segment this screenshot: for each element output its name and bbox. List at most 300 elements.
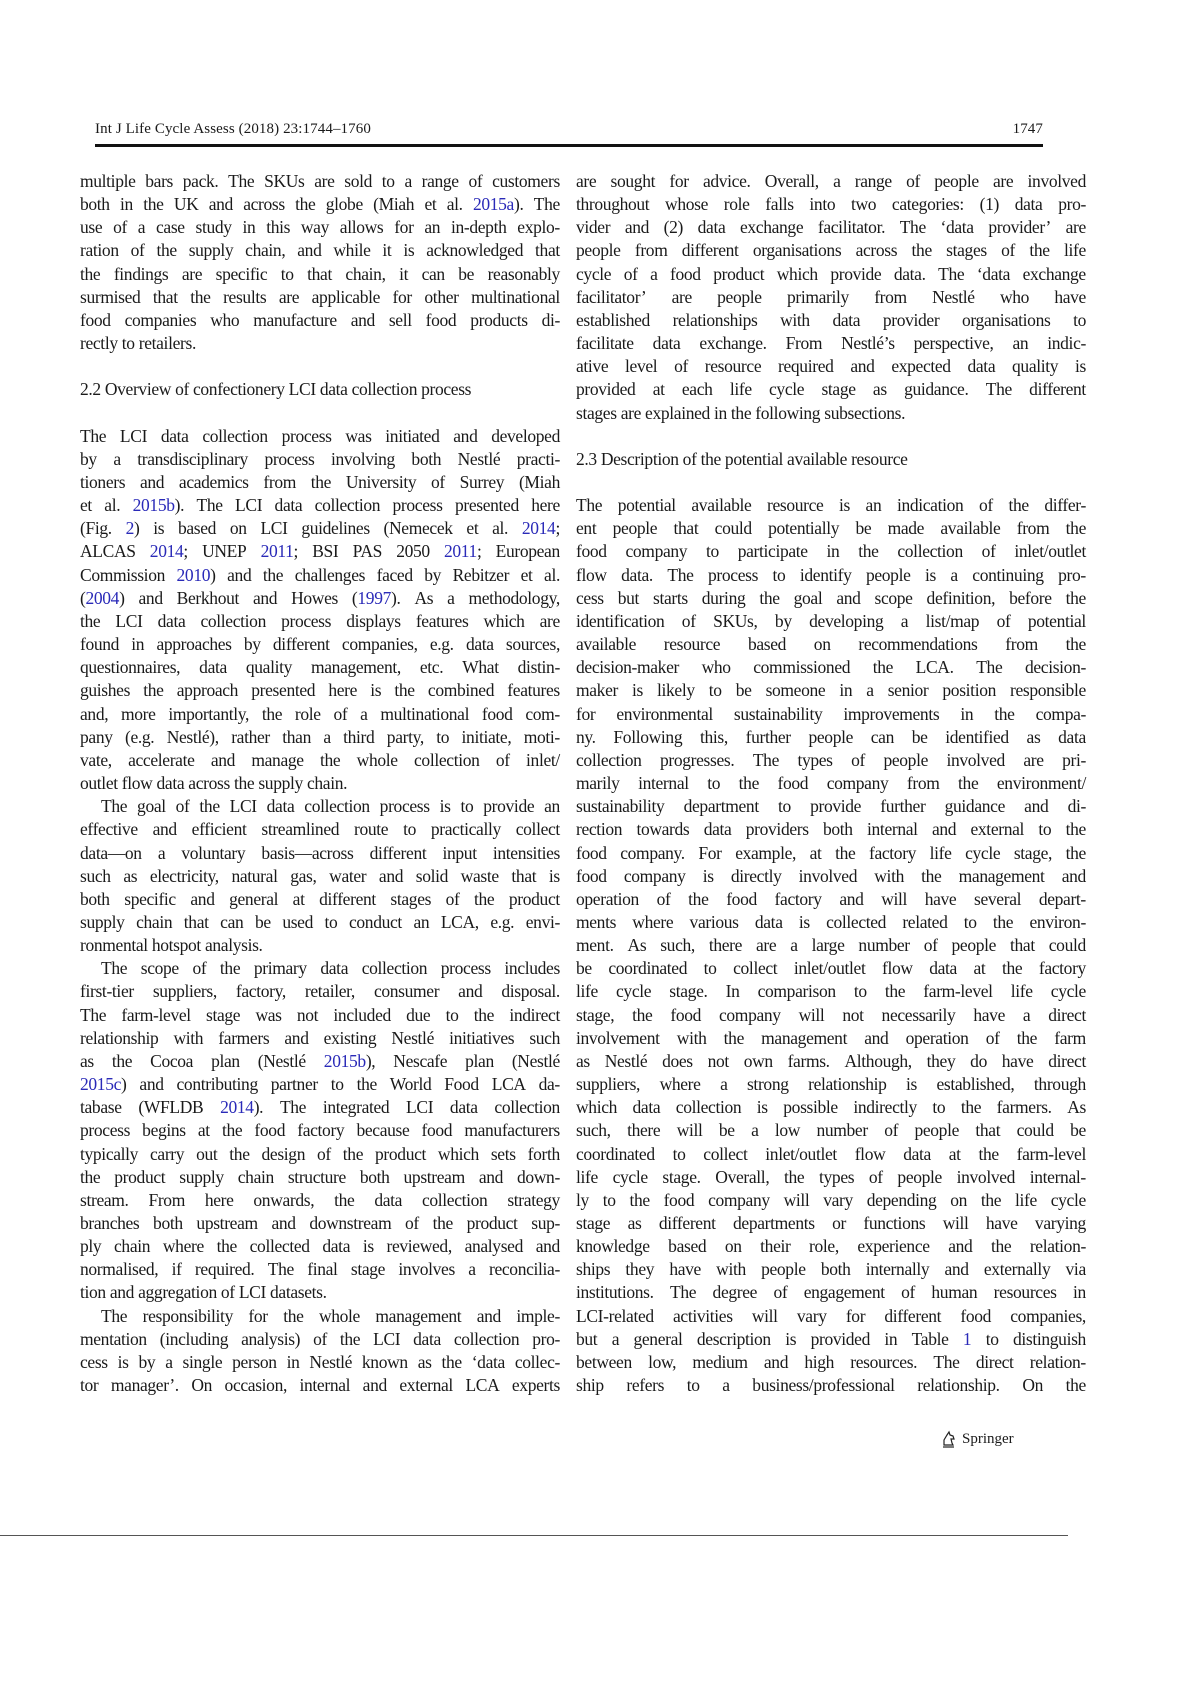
citation-link[interactable]: 2 bbox=[125, 518, 134, 539]
word bbox=[924, 934, 938, 957]
word-text: is bbox=[153, 518, 165, 539]
word-text: two bbox=[850, 194, 877, 215]
word bbox=[715, 517, 752, 540]
word bbox=[544, 564, 560, 587]
word-text: distinguish bbox=[1012, 1328, 1086, 1349]
word-text: relation- bbox=[1029, 1351, 1086, 1372]
word-text: internal- bbox=[1029, 1166, 1086, 1187]
word bbox=[220, 1096, 263, 1119]
word-text: different bbox=[1029, 379, 1086, 400]
word-text: into bbox=[809, 194, 836, 215]
word bbox=[809, 193, 835, 216]
word bbox=[244, 633, 261, 656]
citation-link[interactable]: 2011 bbox=[260, 541, 294, 562]
word bbox=[301, 216, 329, 239]
word-text: multinational bbox=[380, 703, 470, 724]
word bbox=[297, 1004, 318, 1027]
word bbox=[324, 1050, 376, 1073]
word-text: upstream bbox=[196, 1213, 258, 1233]
word bbox=[970, 1050, 987, 1073]
word bbox=[477, 1305, 501, 1328]
word-text: The bbox=[101, 958, 128, 979]
word bbox=[657, 888, 671, 911]
word bbox=[576, 957, 592, 980]
word bbox=[950, 564, 957, 587]
word-text: the bbox=[1065, 634, 1086, 655]
word bbox=[492, 170, 560, 193]
word bbox=[320, 957, 348, 980]
word bbox=[80, 216, 102, 239]
citation-link[interactable]: 2014 bbox=[521, 518, 556, 539]
word bbox=[312, 540, 338, 563]
word bbox=[900, 216, 926, 239]
citation-link[interactable]: 2010 bbox=[176, 564, 211, 585]
word-text: mentation bbox=[80, 1328, 147, 1349]
text-line bbox=[576, 865, 1086, 888]
word bbox=[446, 888, 460, 911]
text-line bbox=[80, 934, 560, 957]
citation-link[interactable]: 2004 bbox=[85, 587, 120, 608]
word-text: The bbox=[196, 495, 223, 516]
word-text: the bbox=[1029, 240, 1050, 261]
word bbox=[101, 957, 127, 980]
word bbox=[724, 193, 750, 216]
word bbox=[483, 795, 534, 818]
word-text: is bbox=[839, 495, 850, 516]
word bbox=[150, 865, 219, 888]
word bbox=[576, 865, 607, 888]
word bbox=[80, 494, 92, 517]
word bbox=[80, 193, 110, 216]
word-text: collected bbox=[249, 1236, 310, 1257]
word bbox=[270, 1281, 327, 1304]
word-text: to bbox=[708, 680, 722, 701]
word bbox=[624, 263, 638, 286]
word bbox=[1068, 795, 1086, 818]
word-text: food bbox=[421, 1120, 453, 1141]
word-text: retailer, bbox=[304, 981, 355, 1002]
word-text: carry bbox=[149, 1143, 185, 1164]
word bbox=[225, 1374, 287, 1397]
word bbox=[576, 656, 679, 679]
word-text: high bbox=[804, 1351, 835, 1372]
word bbox=[869, 842, 916, 865]
word-text: which bbox=[483, 610, 525, 631]
word bbox=[944, 1258, 968, 1281]
word-text: As bbox=[1067, 1097, 1086, 1118]
word-text: tion bbox=[80, 1282, 106, 1303]
word bbox=[266, 216, 290, 239]
word-text: and bbox=[139, 1074, 164, 1095]
word-text: sell bbox=[388, 309, 412, 330]
word-text: from bbox=[634, 240, 668, 261]
text-line bbox=[576, 656, 1086, 679]
word bbox=[765, 193, 793, 216]
word-text: specific bbox=[215, 263, 268, 284]
word bbox=[307, 1258, 337, 1281]
word-text: whole bbox=[356, 749, 398, 770]
citation-link[interactable]: 1 bbox=[962, 1328, 972, 1349]
word-text: an bbox=[544, 796, 560, 817]
word-text: accelerate bbox=[128, 749, 195, 770]
word-text: an bbox=[424, 217, 441, 238]
word-text: the bbox=[199, 796, 220, 817]
word-text: experts bbox=[511, 1375, 560, 1396]
word-text: as bbox=[872, 379, 887, 400]
word bbox=[522, 517, 560, 540]
word-text: degree bbox=[712, 1282, 758, 1303]
word bbox=[839, 679, 852, 702]
word bbox=[80, 911, 125, 934]
word bbox=[722, 1374, 729, 1397]
word-text: involved bbox=[798, 865, 858, 886]
word bbox=[653, 587, 688, 610]
word-text: expected bbox=[891, 356, 951, 377]
word-text: was bbox=[255, 1004, 282, 1025]
text-line bbox=[576, 1305, 1086, 1328]
word-text: resource bbox=[704, 356, 762, 377]
word bbox=[531, 1212, 560, 1235]
word-text: collection bbox=[361, 958, 428, 979]
word-text: combined bbox=[427, 680, 495, 701]
citation-link[interactable]: 2014 bbox=[220, 1097, 254, 1118]
word bbox=[282, 425, 332, 448]
word-text: The bbox=[670, 1282, 697, 1303]
word bbox=[128, 749, 194, 772]
word-text: data bbox=[832, 309, 861, 330]
word-text: product bbox=[375, 1143, 427, 1164]
citation-link[interactable]: 2011 bbox=[443, 541, 477, 562]
word-text: likely bbox=[657, 680, 695, 701]
word bbox=[991, 1235, 1011, 1258]
word-text: da- bbox=[538, 1074, 560, 1095]
word-text: case bbox=[155, 217, 185, 238]
word-text: be bbox=[718, 1120, 735, 1141]
word bbox=[576, 679, 618, 702]
word-text: the bbox=[143, 194, 164, 215]
word-text: data bbox=[929, 958, 957, 979]
text-line bbox=[576, 587, 1086, 610]
word bbox=[621, 564, 653, 587]
word bbox=[349, 911, 402, 934]
word bbox=[941, 216, 974, 239]
word bbox=[1048, 1004, 1086, 1027]
word bbox=[352, 587, 401, 610]
word-text: sustainability bbox=[576, 796, 665, 817]
word bbox=[200, 610, 266, 633]
word-text: and bbox=[944, 1259, 969, 1280]
word bbox=[858, 540, 878, 563]
word-text: ships bbox=[576, 1259, 611, 1280]
word bbox=[150, 1143, 184, 1166]
word-text: chain bbox=[136, 911, 173, 932]
word-text: have bbox=[973, 1004, 1005, 1025]
word bbox=[684, 795, 759, 818]
citation-link[interactable]: 2015c bbox=[80, 1074, 122, 1095]
word bbox=[283, 1305, 303, 1328]
word bbox=[491, 1143, 516, 1166]
word bbox=[677, 1027, 707, 1050]
word bbox=[114, 1166, 165, 1189]
word bbox=[576, 193, 649, 216]
word-text: different bbox=[272, 634, 330, 655]
word-text: data bbox=[703, 819, 732, 840]
word bbox=[785, 1328, 796, 1351]
word-text: data bbox=[465, 634, 494, 655]
word bbox=[857, 1235, 929, 1258]
word bbox=[982, 540, 996, 563]
word bbox=[80, 1073, 127, 1096]
word-text: established, bbox=[936, 1074, 1015, 1095]
word bbox=[809, 1235, 839, 1258]
word bbox=[670, 1281, 696, 1304]
text-line bbox=[576, 355, 1086, 378]
word bbox=[625, 216, 649, 239]
word bbox=[927, 587, 996, 610]
word-text: process bbox=[80, 1120, 131, 1141]
word bbox=[814, 633, 831, 656]
word bbox=[529, 1027, 560, 1050]
word bbox=[698, 216, 726, 239]
word-text: can bbox=[421, 263, 445, 284]
word-text: the bbox=[858, 541, 879, 562]
word bbox=[334, 1189, 354, 1212]
word-text: the bbox=[80, 610, 101, 631]
word bbox=[324, 1027, 377, 1050]
word bbox=[923, 980, 992, 1003]
word-text: are bbox=[278, 286, 300, 307]
word-text: sets bbox=[490, 1143, 516, 1164]
text-line bbox=[576, 749, 1086, 772]
word bbox=[576, 286, 646, 309]
word bbox=[1070, 1119, 1086, 1142]
word bbox=[863, 1212, 925, 1235]
word-text: low bbox=[774, 1120, 801, 1141]
word-text: they bbox=[926, 1050, 956, 1071]
word-text: does bbox=[662, 1050, 693, 1071]
word bbox=[254, 957, 307, 980]
word bbox=[884, 1328, 897, 1351]
word-text: ), bbox=[365, 1050, 376, 1071]
word bbox=[406, 1096, 433, 1119]
word bbox=[1028, 610, 1086, 633]
word-text: as bbox=[123, 865, 138, 886]
word-text: 2050 bbox=[396, 541, 430, 562]
word bbox=[823, 818, 853, 841]
word bbox=[703, 865, 714, 888]
word bbox=[80, 726, 113, 749]
word-text: (Nestlé bbox=[511, 1050, 560, 1071]
word-text: and bbox=[152, 819, 177, 840]
word-text: food bbox=[670, 263, 701, 284]
text-line bbox=[80, 1189, 560, 1212]
word bbox=[765, 170, 819, 193]
word-text: data bbox=[374, 1189, 403, 1210]
word-text: identify bbox=[799, 564, 852, 585]
word-text: et bbox=[466, 518, 479, 539]
word-text: facilitator. bbox=[817, 217, 886, 238]
word bbox=[882, 1004, 956, 1027]
word bbox=[168, 703, 249, 726]
word bbox=[414, 587, 433, 610]
word bbox=[1058, 193, 1086, 216]
word bbox=[926, 610, 980, 633]
word-text: Nestlé bbox=[391, 1027, 434, 1048]
word bbox=[976, 1351, 1014, 1374]
word-text: multinational bbox=[471, 286, 560, 307]
word-text: ‘data bbox=[976, 263, 1011, 284]
word bbox=[883, 309, 940, 332]
word bbox=[80, 1096, 122, 1119]
word bbox=[726, 980, 740, 1003]
word-text: ALCAS bbox=[80, 541, 136, 562]
word bbox=[340, 216, 384, 239]
word bbox=[858, 633, 977, 656]
text-line bbox=[576, 633, 1086, 656]
word bbox=[261, 818, 339, 841]
citation-link[interactable]: 2015a bbox=[472, 194, 514, 215]
word bbox=[516, 818, 560, 841]
word bbox=[242, 216, 255, 239]
word-text: that bbox=[152, 286, 178, 307]
word bbox=[531, 494, 560, 517]
word-text: people bbox=[951, 935, 997, 956]
word-text: applicable bbox=[311, 286, 381, 307]
word-text: explained bbox=[645, 402, 710, 423]
word bbox=[767, 494, 823, 517]
text-line bbox=[576, 934, 1086, 957]
word-text: department bbox=[683, 796, 759, 817]
word-text: begins bbox=[142, 1120, 186, 1141]
word-text: other bbox=[424, 286, 459, 307]
citation-link[interactable]: 1997 bbox=[357, 587, 391, 608]
word-text: facilitator’ bbox=[576, 286, 647, 307]
word-text: reasonably bbox=[487, 263, 560, 284]
word bbox=[1028, 170, 1086, 193]
word-text: organisations bbox=[752, 240, 842, 261]
word bbox=[888, 679, 929, 702]
text-line bbox=[576, 1119, 1086, 1142]
word bbox=[121, 703, 156, 726]
word-text: and bbox=[190, 888, 215, 909]
citation-link[interactable]: 2014 bbox=[149, 541, 184, 562]
text-line bbox=[80, 1119, 560, 1142]
word bbox=[525, 703, 560, 726]
word bbox=[761, 1258, 806, 1281]
word bbox=[263, 564, 283, 587]
word bbox=[234, 772, 258, 795]
word-text: Food bbox=[444, 1074, 479, 1095]
word-text: strong bbox=[746, 1074, 789, 1095]
word bbox=[636, 818, 689, 841]
word-text: company bbox=[625, 541, 688, 562]
word bbox=[1064, 239, 1086, 262]
word bbox=[1012, 332, 1028, 355]
word-text: is bbox=[439, 796, 451, 817]
word-text: be bbox=[855, 518, 872, 539]
word bbox=[331, 1073, 344, 1096]
word-text: further bbox=[880, 796, 926, 817]
word bbox=[279, 286, 299, 309]
word bbox=[351, 1258, 385, 1281]
word-text: guidance. bbox=[904, 379, 969, 400]
word bbox=[1013, 1328, 1086, 1351]
word bbox=[576, 1374, 604, 1397]
word bbox=[1075, 355, 1086, 378]
word bbox=[1062, 865, 1086, 888]
word bbox=[827, 540, 840, 563]
word-text: the bbox=[1065, 518, 1086, 539]
word-text: of bbox=[656, 888, 671, 909]
word-text: typically bbox=[80, 1143, 139, 1164]
word-text: can bbox=[870, 726, 894, 747]
paragraph bbox=[80, 795, 560, 957]
word-text: improvements bbox=[843, 703, 940, 724]
word-text: ; bbox=[555, 518, 560, 539]
word-text: following bbox=[755, 402, 821, 423]
word bbox=[258, 772, 307, 795]
word bbox=[691, 494, 751, 517]
word-text: chain bbox=[114, 1236, 151, 1257]
word-text: sustainability bbox=[733, 703, 823, 724]
word bbox=[975, 1119, 1000, 1142]
word-text: experience bbox=[857, 1236, 930, 1257]
word bbox=[80, 1235, 101, 1258]
word bbox=[206, 1004, 240, 1027]
word bbox=[465, 1374, 499, 1397]
word bbox=[80, 610, 100, 633]
citation-link[interactable]: 2015b bbox=[323, 1050, 366, 1071]
word bbox=[113, 448, 120, 471]
word-text: will bbox=[751, 1305, 778, 1326]
word bbox=[374, 980, 439, 1003]
word-text: importantly, bbox=[168, 703, 250, 724]
word-text: food bbox=[576, 842, 607, 863]
word-text: collection bbox=[494, 1097, 560, 1118]
word bbox=[682, 239, 739, 262]
word-text: across bbox=[188, 773, 230, 794]
word-text: goal bbox=[793, 587, 823, 608]
word-text: (WFLDB bbox=[138, 1097, 204, 1118]
word-text: al. bbox=[492, 518, 509, 539]
word bbox=[295, 564, 365, 587]
word-text: at bbox=[809, 842, 822, 863]
word bbox=[80, 1351, 108, 1374]
word bbox=[489, 1258, 560, 1281]
word bbox=[576, 772, 620, 795]
word-text: and bbox=[850, 356, 875, 377]
word-text: to bbox=[280, 263, 294, 284]
word-text: because bbox=[356, 1120, 410, 1141]
word bbox=[1011, 980, 1033, 1003]
citation-link[interactable]: 2015b bbox=[132, 495, 175, 516]
word-text: are bbox=[671, 286, 692, 307]
word-text: a bbox=[1022, 1004, 1031, 1025]
word bbox=[80, 703, 108, 726]
word-text: the bbox=[219, 958, 241, 979]
word bbox=[290, 865, 316, 888]
word-text: efficient bbox=[191, 819, 247, 840]
word bbox=[205, 934, 263, 957]
word bbox=[460, 795, 473, 818]
word-text: disposal. bbox=[501, 981, 560, 1002]
word-text: LCI bbox=[115, 610, 143, 631]
word bbox=[466, 517, 478, 540]
word bbox=[101, 1305, 127, 1328]
paragraph bbox=[80, 957, 560, 1304]
word bbox=[484, 610, 525, 633]
word bbox=[492, 517, 508, 540]
